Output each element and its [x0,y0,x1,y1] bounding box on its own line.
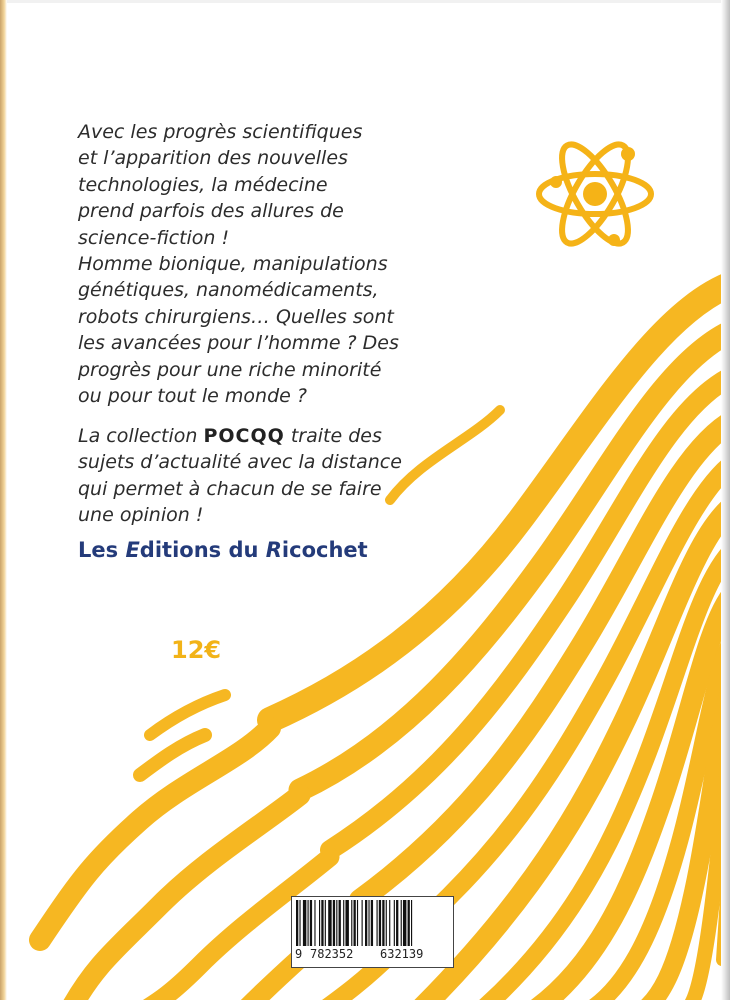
collection-line: qui permet à chacun de se faire [78,477,382,500]
barcode-bar [389,900,390,946]
barcode-bar [351,900,352,946]
barcode-bar [401,900,402,946]
blurb-line: prend parfois des allures de [78,200,344,223]
barcode-bar [411,900,412,946]
barcode-bar [308,900,309,946]
barcode-bar [357,900,358,946]
barcode-lead-digit: 9 [295,947,303,961]
barcode-bar [386,900,387,946]
back-cover-blurb [78,119,468,409]
barcode-bar [379,900,381,946]
collection-suffix: traite des [284,425,382,447]
barcode-left-digits: 782352 [310,947,354,961]
collection-line: une opinion ! [78,504,204,527]
barcode-digits [292,946,453,964]
barcode-bar [368,900,369,946]
barcode-bar [314,900,315,946]
publisher-initial-e: E [125,538,140,562]
blurb-line: génétiques, nanomédicaments, [78,279,379,302]
blurb-line: robots chirurgiens… Quelles sont [78,305,394,328]
barcode-bar [362,900,363,946]
barcode-bar [303,900,306,946]
barcode-bars [296,900,449,946]
barcode-bar [345,900,348,946]
publisher-part: icochet [281,538,368,562]
barcode-bar [408,900,410,946]
barcode-bar [365,900,367,946]
blurb-line: et l’apparition des nouvelles [78,147,348,170]
barcode-bar [321,900,323,946]
collection-description [78,423,468,529]
blurb-line: ou pour tout le monde ? [78,385,307,408]
blurb-line: science-fiction ! [78,226,230,249]
publisher-part: Les [78,538,126,562]
isbn-barcode [291,896,454,968]
barcode-bar [310,900,312,946]
publisher-initial-r: R [265,538,282,562]
blurb-line: progrès pour une riche minorité [78,358,382,381]
barcode-bar [299,900,300,946]
page-edge [721,0,730,1000]
barcode-bar [403,900,406,946]
barcode-bar [325,900,326,946]
barcode-bar [343,900,344,946]
publisher-name [78,538,368,562]
barcode-bar [333,900,335,946]
barcode-bar [328,900,331,946]
price-label: 12€ [171,636,222,664]
barcode-bar [371,900,373,946]
collection-logo: POCQQ [203,425,285,447]
barcode-bar [377,900,378,946]
blurb-line: technologies, la médecine [78,173,328,196]
barcode-bar [319,900,320,946]
barcode-right-digits: 632139 [380,947,424,961]
collection-line: sujets d’actualité avec la distance [78,451,402,474]
barcode-bar [396,900,398,946]
barcode-bar [336,900,337,946]
collection-first-line [78,423,468,449]
atom-icon [530,124,660,264]
blurb-line: les avancées pour l’homme ? Des [78,332,399,355]
barcode-bar [394,900,395,946]
publisher-part: ditions du [139,538,266,562]
barcode-bar [354,900,356,946]
barcode-bar [339,900,341,946]
barcode-bar [296,900,298,946]
spine-edge [0,0,7,1000]
blurb-line: Avec les progrès scientifiques [78,121,363,143]
collection-prefix: La collection [78,425,204,447]
blurb-line: Homme bionique, manipulations [78,253,388,276]
barcode-bar [382,900,384,946]
